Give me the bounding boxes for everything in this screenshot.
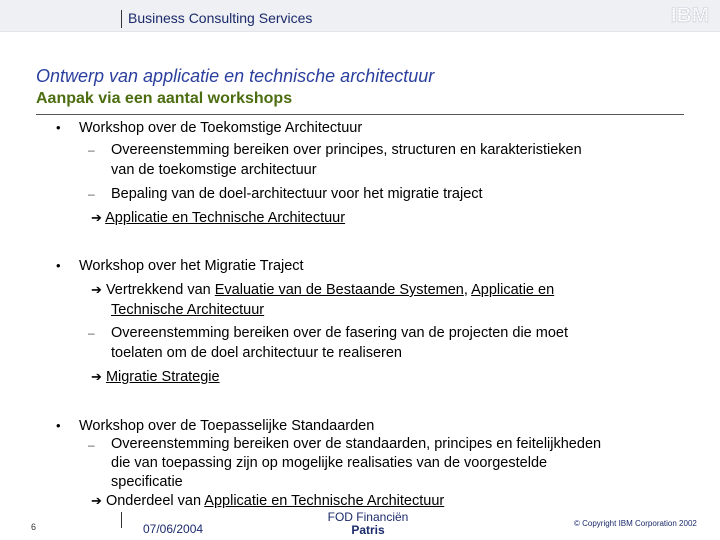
- workshop-3-point-1: Overeenstemming bereiken over de standaarden, principes en feitelijkheden: [111, 436, 602, 452]
- bullet-icon: •: [56, 418, 61, 433]
- arrow-right-icon: ➔: [91, 282, 102, 297]
- footer-copyright: © Copyright IBM Corporation 2002: [574, 519, 697, 528]
- link-applicatie-technische[interactable]: Applicatie en Technische Architectuur: [204, 493, 445, 509]
- workshop-3-point-1-cont: die van toepassing zijn op mogelijke realisaties van de voorgestelde: [111, 455, 548, 471]
- ibm-logo: [664, 4, 716, 26]
- arrow-right-icon: ➔: [91, 210, 102, 225]
- dash-icon: –: [88, 187, 95, 201]
- page-number: 6: [31, 522, 37, 532]
- dash-icon: –: [88, 143, 95, 157]
- header-brand: Business Consulting Services: [128, 10, 313, 26]
- workshop-1-heading: Workshop over de Toekomstige Architectuur: [79, 120, 363, 136]
- workshop-2-result: [91, 368, 220, 386]
- workshop-1-result: [91, 209, 345, 227]
- workshop-1-point-2: Bepaling van de doel-architectuur voor het migratie traject: [111, 186, 483, 202]
- workshop-3-result: [91, 492, 444, 510]
- footer-date: 07/06/2004: [143, 522, 204, 536]
- footer-organisation: [300, 511, 436, 537]
- link-applicatie-architectuur[interactable]: Applicatie en Technische Architectuur: [105, 210, 346, 226]
- link-technische-architectuur[interactable]: Technische Architectuur: [111, 302, 265, 318]
- header-bar: [0, 0, 720, 32]
- bullet-icon: •: [56, 120, 61, 135]
- workshop-1-point-1-cont: van de toekomstige architectuur: [111, 162, 317, 178]
- workshop-3-point-1-cont2: specificatie: [111, 474, 183, 490]
- title-divider: [36, 114, 684, 115]
- footer-divider: [121, 512, 122, 528]
- dash-icon: –: [88, 438, 95, 452]
- footer-project-name: Patris: [351, 523, 385, 537]
- link-evaluatie-systemen[interactable]: Evaluatie van de Bestaande Systemen: [214, 282, 464, 298]
- workshop-3-heading: Workshop over de Toepasselijke Standaarden: [79, 418, 375, 434]
- ibm-logo-text: IBM: [670, 4, 710, 26]
- workshop-2-input-prefix: Vertrekkend van: [105, 282, 215, 298]
- comma-separator: ,: [463, 282, 472, 298]
- page-title: Ontwerp van applicatie en technische architectuur: [36, 66, 435, 86]
- header-divider: [121, 10, 122, 28]
- workshop-2-point-1-cont: toelaten om de doel architectuur te realiseren: [111, 345, 402, 361]
- footer-org-name: FOD Financiën: [327, 510, 409, 524]
- dash-icon: –: [88, 326, 95, 340]
- page-subtitle: Aanpak via een aantal workshops: [36, 90, 293, 107]
- workshop-2-input: [91, 281, 554, 299]
- bullet-icon: •: [56, 258, 61, 273]
- arrow-right-icon: ➔: [91, 369, 102, 384]
- workshop-1-point-1: Overeenstemming bereiken over principes, structuren en karakteristieken: [111, 142, 582, 158]
- arrow-right-icon: ➔: [91, 493, 102, 508]
- link-migratie-strategie[interactable]: Migratie Strategie: [105, 369, 220, 385]
- workshop-2-point-1: Overeenstemming bereiken over de fasering van de projecten die moet: [111, 325, 569, 341]
- link-applicatie-en[interactable]: Applicatie en: [471, 282, 555, 298]
- workshop-3-result-prefix: Onderdeel van: [105, 493, 205, 509]
- workshop-2-heading: Workshop over het Migratie Traject: [79, 258, 304, 274]
